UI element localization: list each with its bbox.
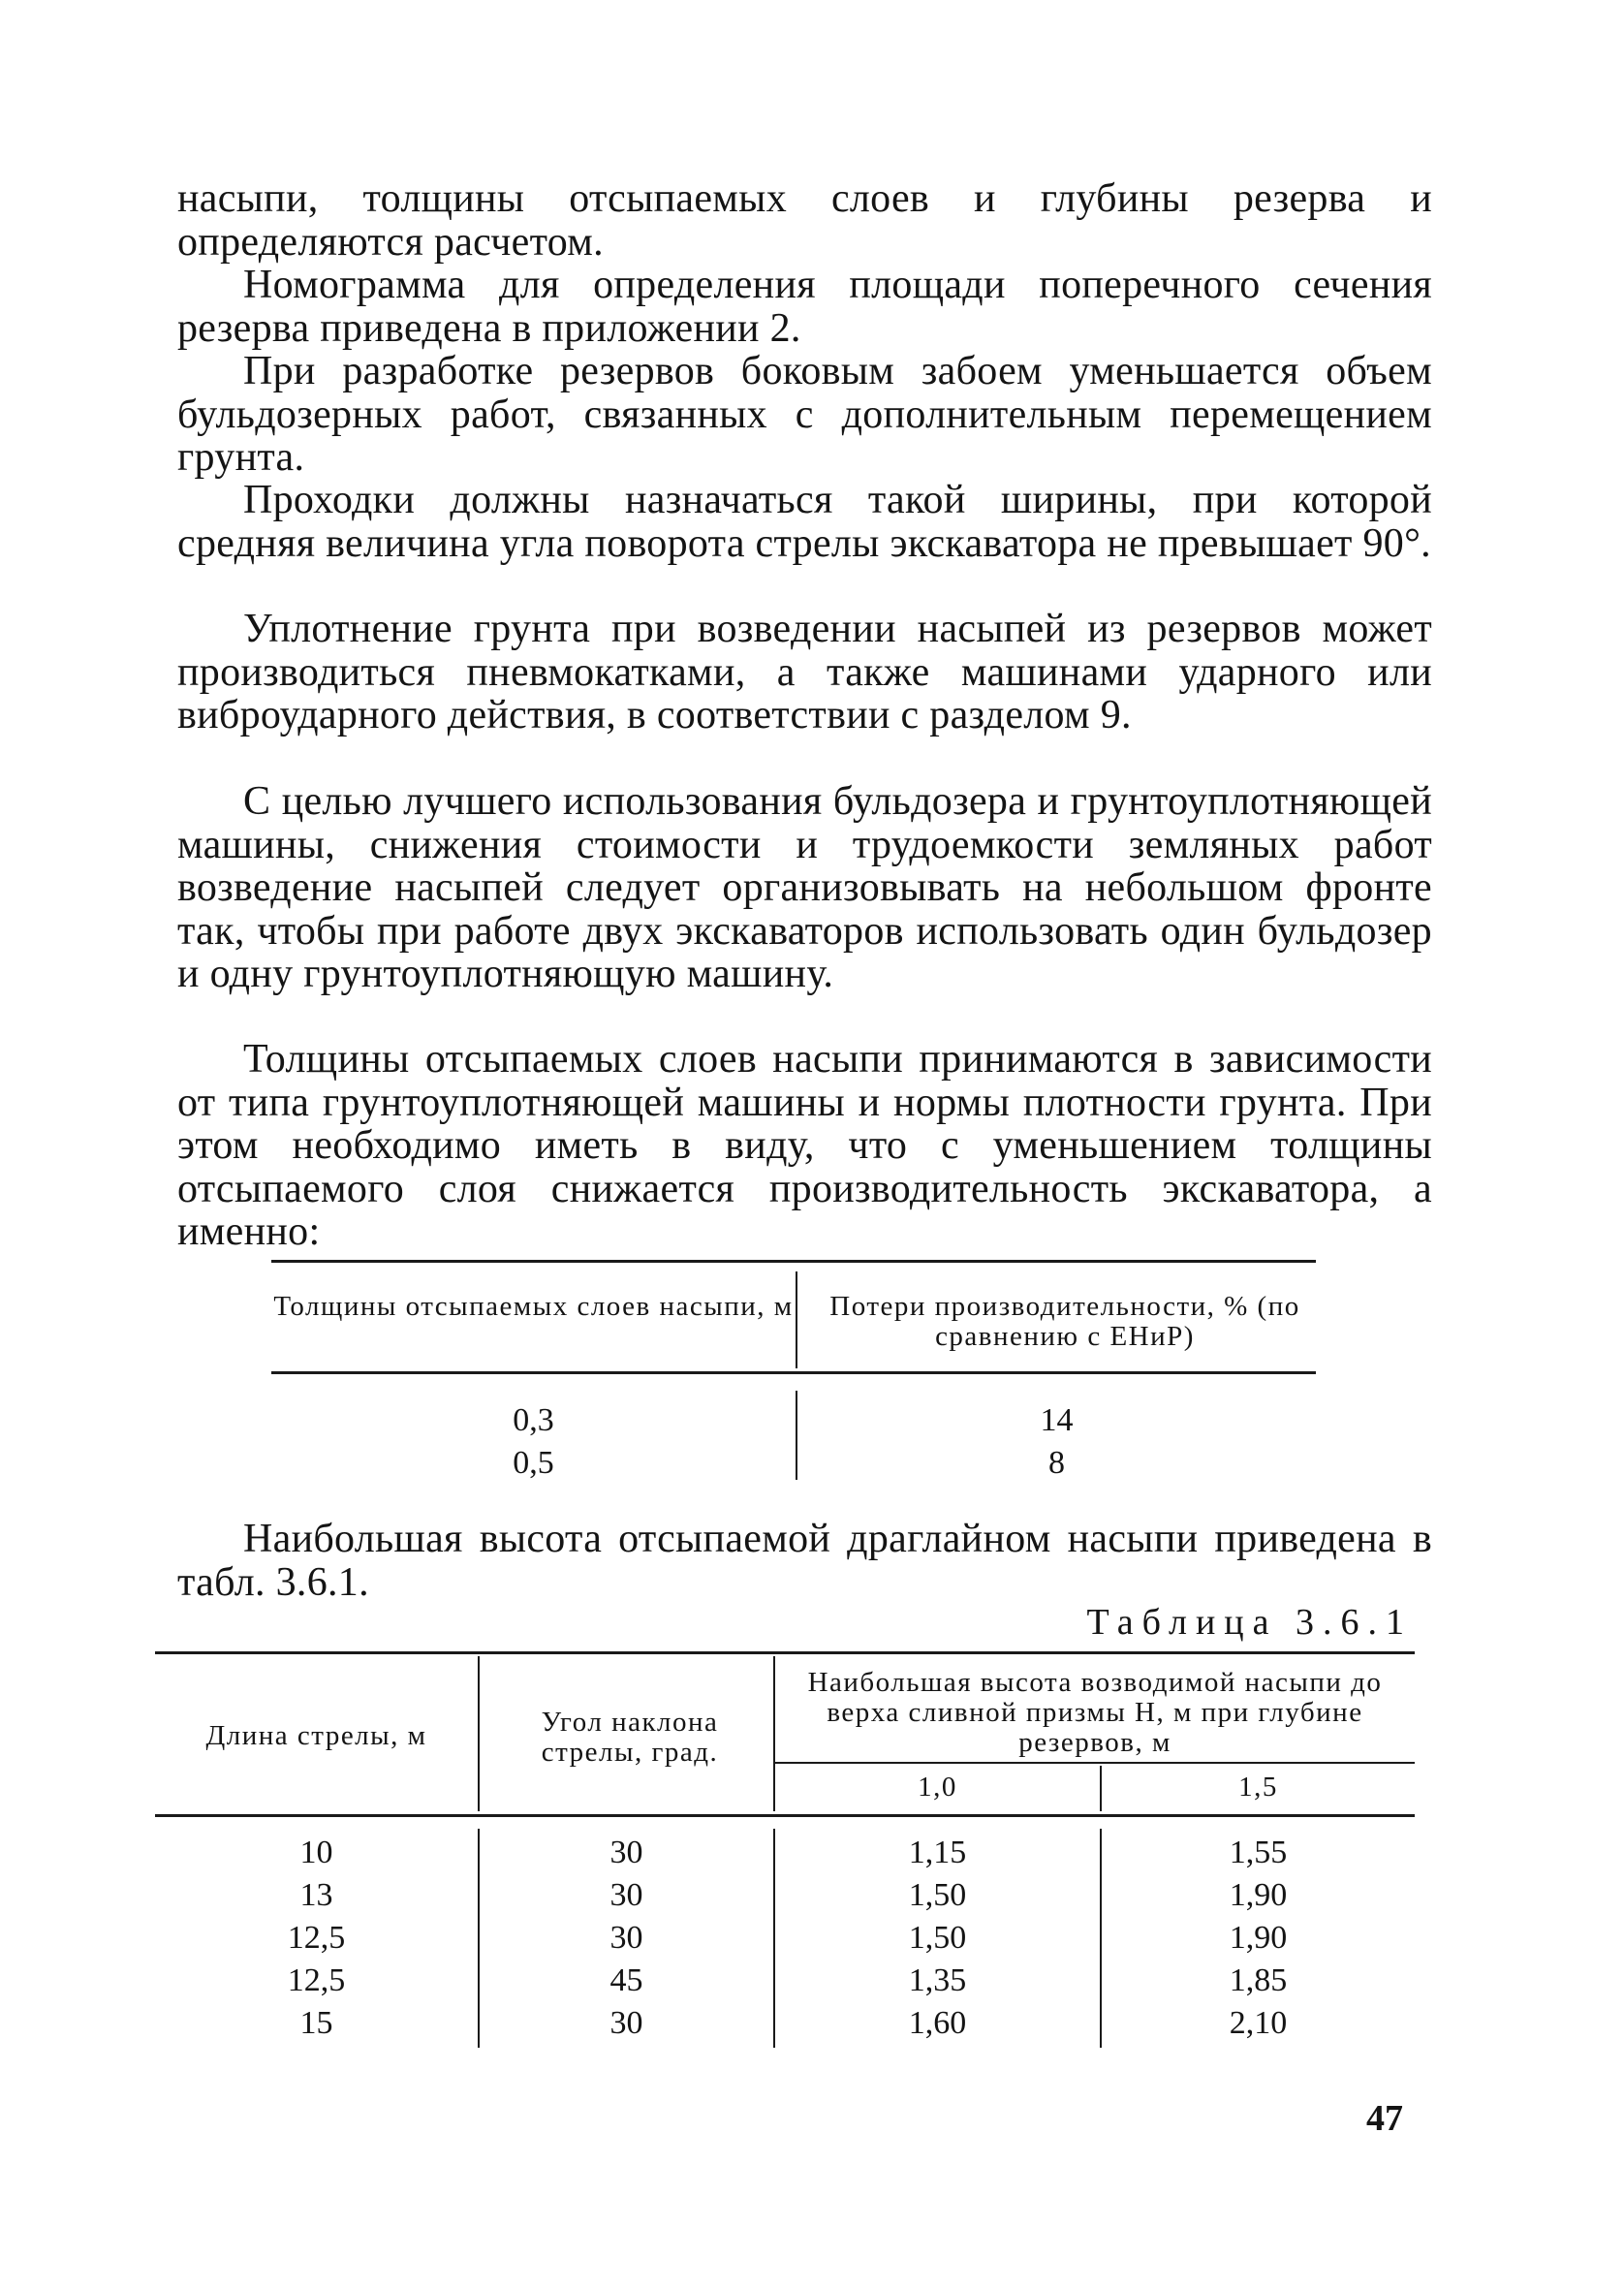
table-cell: 14 bbox=[1040, 1402, 1074, 1438]
column-header-depth-2: 1,5 bbox=[1238, 1772, 1278, 1803]
table-cell: 30 bbox=[609, 1920, 643, 1956]
table-cell: 1,60 bbox=[908, 2005, 967, 2041]
table-cell: 0,5 bbox=[513, 1445, 554, 1481]
paragraph-3: При разработке резервов боковым забоем уменьшается объем бульдозерных работ, связанных с дополнительным перемещением грунта. bbox=[177, 349, 1432, 480]
table-cell: 12,5 bbox=[287, 1962, 346, 1998]
paragraph-5: Уплотнение грунта при возведении насыпей из резервов может производиться пневмокатками, а также машинами ударного или виброударного действия, в соответствии с разделом 9. bbox=[177, 607, 1432, 737]
paragraph-4: Проходки должны назначаться такой ширины, при которой средняя величина угла поворота стрелы экскаватора не превышает 90°. bbox=[177, 478, 1432, 566]
column-header-max-height: Наибольшая высота возводимой насыпи до верха сливной призмы H, м при глубине резервов, м bbox=[807, 1667, 1383, 1758]
table-cell: 15 bbox=[299, 2005, 333, 2041]
table-top-rule bbox=[155, 1651, 1415, 1654]
table-caption: Таблица 3.6.1 bbox=[1086, 1602, 1413, 1643]
column-divider bbox=[478, 1656, 480, 1811]
header-bottom-rule bbox=[155, 1814, 1415, 1817]
page-number: 47 bbox=[1366, 2098, 1403, 2139]
column-divider bbox=[796, 1271, 797, 1368]
table-cell: 1,90 bbox=[1229, 1920, 1288, 1956]
header-bottom-rule bbox=[271, 1371, 1316, 1374]
paragraph-2: Номограмма для определения площади поперечного сечения резерва приведена в приложении 2. bbox=[177, 263, 1432, 351]
column-header-boom-angle: Угол наклона стрелы, град. bbox=[541, 1707, 719, 1768]
table-cell: 30 bbox=[609, 2005, 643, 2041]
paragraph-7: Толщины отсыпаемых слоев насыпи принимаются в зависимости от типа грунтоуплотняющей машины и нормы плотности грунта. При этом необходимо иметь в виду, что с уменьшением толщины отсыпаемого слоя снижается производительность экскаватора, а именно: bbox=[177, 1037, 1432, 1254]
column-header-layer-thickness: Толщины отсыпаемых слоев насыпи, м bbox=[273, 1291, 794, 1322]
table-cell: 1,15 bbox=[908, 1835, 967, 1870]
table-cell: 1,55 bbox=[1229, 1835, 1288, 1870]
table-cell: 0,3 bbox=[513, 1402, 554, 1438]
paragraph-6: С целью лучшего использования бульдозера и грунтоуплотняющей машины, снижения стоимости и трудоемкости земляных работ возведение насыпей следует организовывать на небольшом фронте так, чтобы при работе двух экскаваторов использовать один бульдозер и одну грунтоуплотняющую машину. bbox=[177, 779, 1432, 996]
column-header-productivity-loss: Потери производительности, % (по сравнению с ЕНиР) bbox=[829, 1291, 1300, 1352]
table-cell: 10 bbox=[299, 1835, 333, 1870]
table-cell: 12,5 bbox=[287, 1920, 346, 1956]
table-cell: 1,50 bbox=[908, 1877, 967, 1913]
table-cell: 8 bbox=[1048, 1445, 1065, 1481]
table-cell: 1,35 bbox=[908, 1962, 967, 1998]
paragraph-8: Наибольшая высота отсыпаемой драглайном насыпи приведена в табл. 3.6.1. bbox=[177, 1517, 1432, 1605]
table-cell: 1,50 bbox=[908, 1920, 967, 1956]
table-cell: 13 bbox=[299, 1877, 333, 1913]
table-cell: 30 bbox=[609, 1835, 643, 1870]
table-cell: 45 bbox=[609, 1962, 643, 1998]
subheader-rule bbox=[775, 1762, 1415, 1764]
table-top-rule bbox=[271, 1260, 1316, 1263]
table-cell: 1,90 bbox=[1229, 1877, 1288, 1913]
table-cell: 1,85 bbox=[1229, 1962, 1288, 1998]
column-header-boom-length: Длина стрелы, м bbox=[205, 1720, 427, 1751]
table-cell: 30 bbox=[609, 1877, 643, 1913]
paragraph-1: насыпи, толщины отсыпаемых слоев и глубины резерва и определяются расчетом. bbox=[177, 176, 1432, 265]
table-cell: 2,10 bbox=[1229, 2005, 1288, 2041]
column-header-depth-1: 1,0 bbox=[918, 1772, 957, 1803]
